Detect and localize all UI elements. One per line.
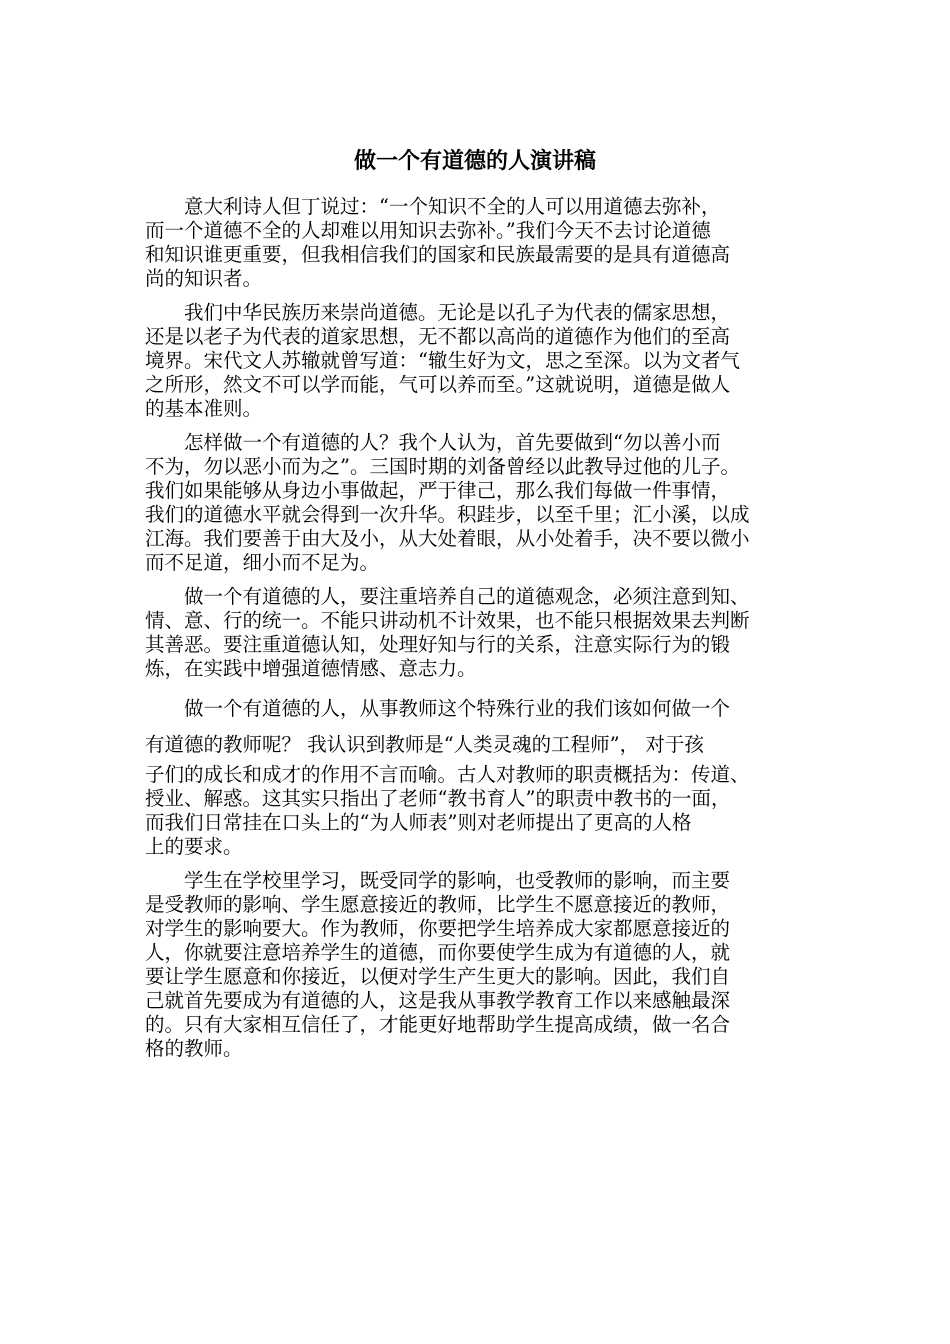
paragraph-6 (145, 869, 815, 1061)
paragraph-2 (145, 301, 815, 421)
text-line: 有道德的教师呢？ 我认识到教师是“人类灵魂的工程师”， 对于孩 (145, 733, 704, 756)
text-line: 人，你就要注意培养学生的道德，而你要使学生成为有道德的人，就 (145, 941, 731, 964)
text-line: 学生在学校里学习，既受同学的影响，也受教师的影响，而主要 (145, 869, 731, 892)
text-line: 做一个有道德的人，从事教师这个特殊行业的我们该如何做一个 (145, 697, 731, 720)
text-line: 对学生的影响要大。作为教师，你要把学生培养成大家都愿意接近的 (145, 917, 731, 940)
text-line: 是受教师的影响、学生愿意接近的教师，比学生不愿意接近的教师， (145, 893, 731, 916)
text-line: 情、意、行的统一。不能只讲动机不计效果，也不能只根据效果去判断 (145, 609, 750, 632)
text-line: 的。只有大家相互信任了，才能更好地帮助学生提高成绩，做一名合 (145, 1013, 731, 1036)
text-line: 我们的道德水平就会得到一次升华。积跬步，以至千里；汇小溪，以成 (145, 503, 750, 526)
text-line: 不为，勿以恶小而为之”。三国时期的刘备曾经以此教导过他的儿子。 (145, 455, 740, 478)
paragraph-3 (145, 431, 815, 575)
text-line: 格的教师。 (145, 1037, 243, 1060)
text-line: 意大利诗人但丁说过：“一个知识不全的人可以用道德去弥补， (145, 195, 721, 218)
text-line: 其善恶。要注重道德认知，处理好知与行的关系，注意实际行为的锻 (145, 633, 731, 656)
text-line: 子们的成长和成才的作用不言而喻。古人对教师的职责概括为：传道、 (145, 763, 750, 786)
text-line: 做一个有道德的人，要注重培养自己的道德观念，必须注意到知、 (145, 585, 750, 608)
document-title: 做一个有道德的人演讲稿 (353, 148, 596, 174)
text-line: 怎样做一个有道德的人？我个人认为，首先要做到“勿以善小而 (145, 431, 721, 454)
text-line: 还是以老子为代表的道家思想，无不都以高尚的道德作为他们的至高 (145, 325, 731, 348)
text-line: 己就首先要成为有道德的人，这是我从事教学教育工作以来感触最深 (145, 989, 731, 1012)
text-line: 而不足道，细小而不足为。 (145, 551, 380, 574)
text-line: 的基本准则。 (145, 397, 263, 420)
text-line: 要让学生愿意和你接近，以便对学生产生更大的影响。因此，我们自 (145, 965, 731, 988)
text-line: 上的要求。 (145, 835, 243, 858)
text-line: 尚的知识者。 (145, 267, 263, 290)
paragraph-1 (145, 195, 815, 291)
text-line: 而一个道德不全的人却难以用知识去弥补。”我们今天不去讨论道德 (145, 219, 711, 242)
text-line: 我们如果能够从身边小事做起，严于律己，那么我们每做一件事情， (145, 479, 731, 502)
text-line: 我们中华民族历来崇尚道德。无论是以孔子为代表的儒家思想， (145, 301, 731, 324)
text-line: 之所形，然文不可以学而能，气可以养而至。”这就说明，道德是做人 (145, 373, 731, 396)
document-body (145, 195, 815, 1071)
text-line: 授业、解惑。这其实只指出了老师“教书育人”的职责中教书的一面， (145, 787, 731, 810)
text-line: 炼，在实践中增强道德情感、意志力。 (145, 657, 477, 680)
text-line: 和知识谁更重要，但我相信我们的国家和民族最需要的是具有道德高 (145, 243, 731, 266)
paragraph-5 (145, 691, 815, 859)
paragraph-4 (145, 585, 815, 681)
text-line: 而我们日常挂在口头上的“为人师表”则对老师提出了更高的人格 (145, 811, 692, 834)
text-line: 江海。我们要善于由大及小，从大处着眼，从小处着手，决不要以微小 (145, 527, 750, 550)
text-line: 境界。宋代文人苏辙就曾写道：“辙生好为文，思之至深。以为文者气 (145, 349, 740, 372)
